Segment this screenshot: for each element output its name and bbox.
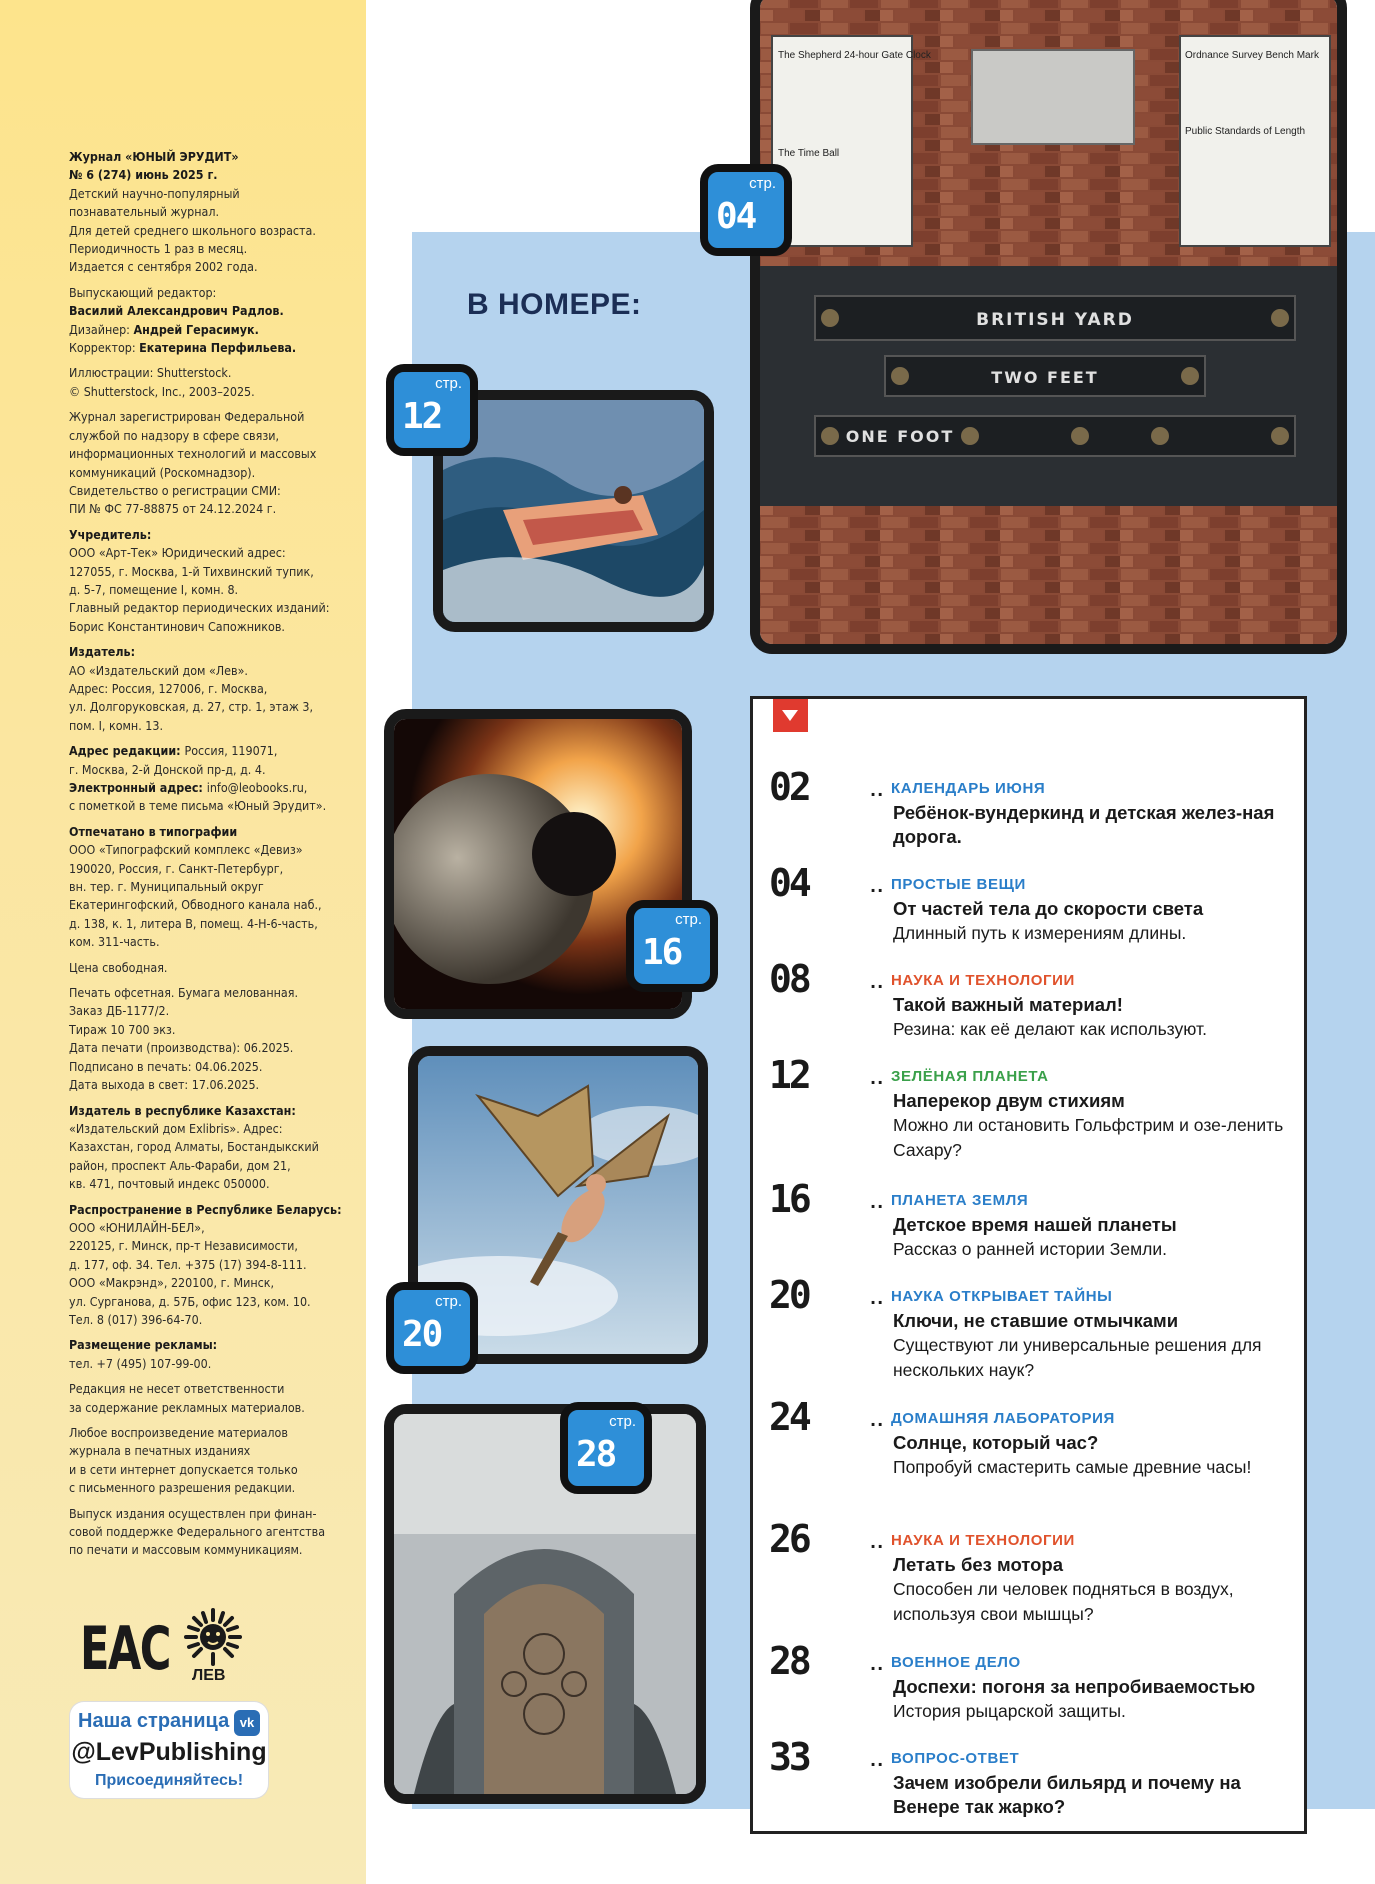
photo-standards-of-length (750, 0, 1347, 654)
imprint-line: ООО «Макрэнд», 220100, г. Минск, (69, 1275, 275, 1291)
ruler-british-yard: BRITISH YARD (976, 310, 1134, 330)
imprint-line: за содержание рекламных материалов. (69, 1399, 305, 1415)
sign-time-ball: The Time Ball (778, 148, 840, 159)
editor-label: Выпускающий редактор: (69, 284, 217, 300)
address-label: Адрес редакции: (69, 743, 185, 759)
toc-marker-icon (773, 699, 808, 732)
imprint-line: с пометкой в теме письма «Юный Эрудит». (69, 798, 327, 814)
page-badge-20[interactable] (386, 1282, 478, 1374)
editor-name: Василий Александрович Радлов. (69, 303, 284, 319)
toc-dots: .. (870, 1655, 885, 1674)
toc-title (893, 1089, 1303, 1163)
vk-promo[interactable] (70, 1702, 268, 1798)
designer-label: Дизайнер: (69, 321, 134, 337)
imprint-line: с письменного разрешения редакции. (69, 1480, 296, 1496)
imprint-line: Выпуск издания осуществлен при финан- (69, 1505, 317, 1521)
toc-rubric: ДОМАШНЯЯ ЛАБОРАТОРИЯ (891, 1410, 1115, 1427)
vk-handle[interactable]: @LevPublishing (71, 1738, 267, 1766)
toc-title (893, 1771, 1303, 1819)
toc-dots: .. (870, 1289, 885, 1308)
toc-title (893, 1431, 1303, 1480)
badge-label: стр. (435, 1293, 462, 1310)
toc-title-text: Ключи, не ставшие отмычками (893, 1310, 1179, 1331)
toc-page-number: 28 (769, 1639, 809, 1683)
imprint-line: ООО «ЮНИЛАЙН-БЕЛ», (69, 1219, 205, 1235)
imprint-line: ООО «Арт-Тек» Юридический адрес: (69, 545, 286, 561)
toc-rubric: ВОЕННОЕ ДЕЛО (891, 1654, 1021, 1671)
toc-title (893, 1553, 1303, 1627)
imprint-line: «Издательский дом Exlibris». Адрес: (69, 1120, 283, 1136)
toc-title-text: Солнце, который час? (893, 1432, 1099, 1453)
badge-page: 16 (642, 932, 682, 973)
imprint-line: Периодичность 1 раз в месяц. (69, 241, 248, 257)
toc-dots: .. (870, 781, 885, 800)
page-badge-12[interactable] (386, 364, 478, 456)
toc-dots: .. (870, 1193, 885, 1212)
imprint-line: Детский научно-популярный (69, 185, 240, 201)
toc-description: Способен ли человек подняться в воздух, используя свои мышцы? (893, 1579, 1234, 1624)
toc-description: История рыцарской защиты. (893, 1701, 1126, 1721)
toc-page-number: 24 (769, 1395, 809, 1439)
toc-title-text: Зачем изобрели бильярд и почему на Венере так жарко? (893, 1772, 1241, 1817)
publisher-label: Издатель: (69, 644, 136, 660)
imprint-line: Дата печати (производства): 06.2025. (69, 1040, 294, 1056)
toc-dots: .. (870, 973, 885, 992)
price-note: Цена свободная. (69, 959, 168, 975)
imprint-line: Любое воспроизведение материалов (69, 1425, 288, 1440)
imprint-text (69, 148, 369, 1567)
imprint-line: тел. +7 (495) 107-99-00. (69, 1355, 212, 1371)
toc-title-text: От частей тела до скорости света (893, 898, 1204, 919)
page-title: В НОМЕРЕ: (467, 288, 642, 321)
toc-title (893, 897, 1303, 946)
printer-label: Отпечатано в типографии (69, 823, 238, 839)
toc-dots: .. (870, 1533, 885, 1552)
imprint-line: ул. Долгоруковская, д. 27, стр. 1, этаж 3, (69, 699, 314, 715)
imprint-line: Иллюстрации: Shutterstock. (69, 365, 232, 381)
imprint-line: Свидетельство о регистрации СМИ: (69, 482, 281, 498)
imprint-line: познавательный журнал. (69, 204, 219, 220)
badge-label: стр. (435, 375, 462, 392)
ruler-one-foot: ONE FOOT (845, 427, 955, 446)
badge-page: 20 (402, 1314, 442, 1355)
badge-label: стр. (675, 911, 702, 928)
toc-rubric: ПЛАНЕТА ЗЕМЛЯ (891, 1192, 1029, 1209)
imprint-line: 127055, г. Москва, 1-й Тихвинский тупик, (69, 563, 314, 579)
toc-title-text: Доспехи: погоня за непробиваемостью (893, 1676, 1256, 1697)
toc-rubric: НАУКА И ТЕХНОЛОГИИ (891, 1532, 1075, 1549)
badge-page: 28 (576, 1434, 616, 1475)
toc-description: Рассказ о ранней истории Земли. (893, 1239, 1167, 1259)
toc-description: Существуют ли универсальные решения для нескольких наук? (893, 1335, 1262, 1380)
imprint-line: пом. I, комн. 13. (69, 717, 164, 733)
ruler-two-feet: TWO FEET (991, 368, 1099, 387)
imprint-line: ПИ № ФС 77-88875 от 24.12.2024 г. (69, 501, 277, 517)
vk-promo-title: Наша страница (78, 1710, 230, 1732)
imprint-line: и в сети интернет допускается только (69, 1461, 298, 1477)
imprint-line: Заказ ДБ-1177/2. (69, 1003, 170, 1019)
toc-title-text: Наперекор двум стихиям (893, 1090, 1125, 1111)
sign-standards-of-length: Public Standards of Length (1185, 126, 1306, 137)
toc-rubric: НАУКА И ТЕХНОЛОГИИ (891, 972, 1075, 989)
toc-rubric: ВОПРОС-ОТВЕТ (891, 1750, 1020, 1767)
page-badge-04[interactable] (700, 164, 792, 256)
toc-page-number: 16 (769, 1177, 809, 1221)
imprint-line: г. Москва, 2-й Донской пр-д, д. 4. (69, 761, 266, 777)
vk-cta: Присоединяйтесь! (94, 1772, 244, 1789)
imprint-line: вн. тер. г. Муниципальный округ (69, 879, 264, 895)
toc-title-text: Детское время нашей планеты (893, 1214, 1177, 1235)
imprint-line: 220125, г. Минск, пр-т Независимости, (69, 1238, 298, 1254)
toc-page-number: 04 (769, 861, 809, 905)
imprint-line: АО «Издательский дом «Лев». (69, 662, 248, 678)
toc-title (893, 1675, 1303, 1724)
imprint-line: Редакция не несет ответственности (69, 1381, 285, 1397)
imprint-line: кв. 471, почтовый индекс 050000. (69, 1176, 270, 1192)
corrector-name: Екатерина Перфильева. (139, 340, 297, 356)
lion-logo-icon (184, 1608, 242, 1666)
imprint-line: ком. 311-часть. (69, 934, 160, 950)
imprint-line: Дата выхода в свет: 17.06.2025. (69, 1077, 260, 1093)
kazakhstan-label: Издатель в республике Казахстан: (69, 1102, 296, 1118)
imprint-line: д. 177, оф. 34. Тел. +375 (17) 394-8-111. (69, 1256, 307, 1272)
imprint-line: Екатерингофский, Обводного канала наб., (69, 897, 322, 913)
toc-dots: .. (870, 1751, 885, 1770)
toc-rubric: НАУКА ОТКРЫВАЕТ ТАЙНЫ (891, 1288, 1113, 1305)
photo-armour-helmet (384, 1404, 706, 1804)
imprint-line: коммуникаций (Роскомнадзор). (69, 464, 256, 480)
toc-title (893, 801, 1303, 849)
ads-label: Размещение рекламы: (69, 1337, 218, 1353)
toc-title (893, 993, 1303, 1042)
imprint-line: Главный редактор периодических изданий: (69, 600, 330, 616)
imprint-line: д. 138, к. 1, литера В, помещ. 4-Н-6-часть, (69, 915, 318, 931)
imprint-line: Казахстан, город Алматы, Бостандыкский (69, 1139, 319, 1155)
sign-shepherd-clock: The Shepherd 24-hour Gate Clock (778, 50, 931, 61)
toc-description: Попробуй смастерить самые древние часы! (893, 1457, 1252, 1477)
belarus-label: Распространение в Республике Беларусь: (69, 1201, 342, 1217)
toc-description: Длинный путь к измерениям длины. (893, 923, 1187, 943)
toc-title (893, 1213, 1303, 1262)
corrector-label: Корректор: (69, 340, 140, 356)
imprint-line: Подписано в печать: 04.06.2025. (69, 1058, 263, 1074)
imprint-line: д. 5-7, помещение I, комн. 8. (69, 581, 239, 597)
imprint-line: службой по надзору в сфере связи, (69, 427, 280, 443)
toc-page-number: 08 (769, 957, 809, 1001)
designer-name: Андрей Герасимук. (133, 321, 259, 337)
email-link[interactable]: info@leobooks.ru, (206, 780, 308, 795)
toc-dots: .. (870, 877, 885, 896)
imprint-line: совой поддержке Федерального агентства (69, 1524, 326, 1540)
table-of-contents (750, 696, 1307, 1834)
lion-logo-text: ЛЕВ (192, 1667, 226, 1684)
imprint-line: Адрес: Россия, 127006, г. Москва, (69, 680, 268, 696)
imprint-line: Борис Константинович Сапожников. (69, 618, 285, 634)
page-badge-16[interactable] (626, 900, 718, 992)
toc-page-number: 02 (769, 765, 809, 809)
imprint-line: 190020, Россия, г. Санкт-Петербург, (69, 860, 284, 876)
imprint-line: Печать офсетная. Бумага мелованная. (69, 985, 298, 1001)
toc-dots: .. (870, 1069, 885, 1088)
issue-number: № 6 (274) июнь 2025 г. (69, 167, 218, 183)
imprint-line: по печати и массовым коммуникациям. (69, 1542, 303, 1558)
badge-label: стр. (749, 175, 776, 192)
imprint-line: Издается с сентября 2002 года. (69, 259, 258, 275)
imprint-line: ул. Сурганова, д. 57Б, офис 123, ком. 10. (69, 1293, 311, 1309)
imprint-line: Россия, 119071, (184, 743, 278, 759)
toc-rubric: ПРОСТЫЕ ВЕЩИ (891, 876, 1026, 893)
toc-title (893, 1309, 1303, 1383)
toc-dots: .. (870, 1411, 885, 1430)
magazine-name: Журнал «ЮНЫЙ ЭРУДИТ» (69, 149, 239, 164)
email-label: Электронный адрес: (69, 780, 207, 795)
page-badge-28[interactable] (560, 1402, 652, 1494)
toc-title-text: Летать без мотора (893, 1554, 1063, 1575)
stormy-sea-image (443, 400, 704, 622)
imprint-line: район, проспект Аль-Фараби, дом 21, (69, 1157, 291, 1173)
sign-bench-mark: Ordnance Survey Bench Mark (1185, 50, 1319, 61)
vk-icon: vk (234, 1710, 260, 1736)
imprint-line: журнала в печатных изданиях (69, 1443, 251, 1459)
toc-title-text: Ребёнок-вундеркинд и детская желез-ная дорога. (893, 802, 1275, 847)
toc-page-number: 20 (769, 1273, 809, 1317)
toc-rubric: КАЛЕНДАРЬ ИЮНЯ (891, 780, 1046, 797)
imprint-line: информационных технологий и массовых (69, 446, 317, 462)
eac-logo: ЕАС (80, 1614, 170, 1684)
founder-label: Учредитель: (69, 526, 152, 542)
toc-page-number: 12 (769, 1053, 809, 1097)
toc-page-number: 33 (769, 1735, 809, 1779)
badge-page: 12 (402, 396, 442, 437)
brick-wall-image (760, 0, 1337, 644)
toc-page-number: 26 (769, 1517, 809, 1561)
toc-description: Резина: как её делают как используют. (893, 1019, 1207, 1039)
imprint-line: ООО «Типографский комплекс «Девиз» (69, 842, 303, 858)
toc-title-text: Такой важный материал! (893, 994, 1123, 1015)
imprint-line: Тираж 10 700 экз. (69, 1021, 176, 1037)
toc-description: Можно ли остановить Гольфстрим и озе-ленить Сахару? (893, 1115, 1284, 1160)
imprint-line: Для детей среднего школьного возраста. (69, 222, 316, 238)
imprint-line: © Shutterstock, Inc., 2003–2025. (69, 383, 255, 399)
badge-label: стр. (609, 1413, 636, 1430)
toc-rubric: ЗЕЛЁНАЯ ПЛАНЕТА (891, 1068, 1049, 1085)
imprint-line: Тел. 8 (017) 396-64-70. (69, 1311, 203, 1327)
badge-page: 04 (716, 196, 756, 237)
imprint-line: Журнал зарегистрирован Федеральной (69, 409, 305, 425)
